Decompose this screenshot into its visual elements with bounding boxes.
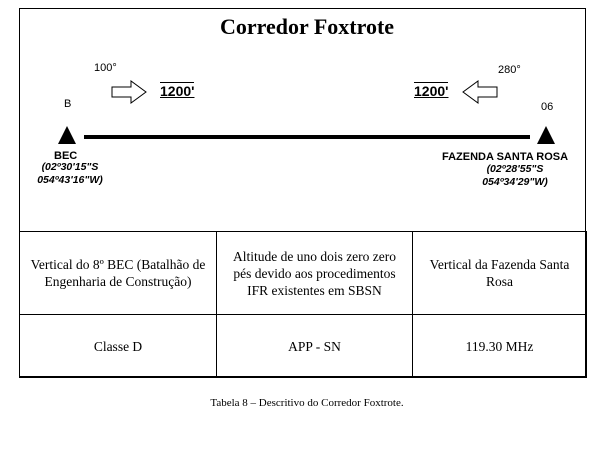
left-end-lon: 054º43'16"W) <box>37 174 103 186</box>
left-end-marker <box>58 126 76 144</box>
corridor-table <box>19 231 587 378</box>
right-end-marker <box>537 126 555 144</box>
right-end-name: FAZENDA SANTA ROSA <box>442 151 569 163</box>
table-row <box>20 232 587 315</box>
right-runway-label: 06 <box>541 101 554 113</box>
right-distance: 1200' <box>414 83 449 99</box>
left-runway-label: B <box>64 98 72 110</box>
left-end-coords <box>20 161 120 187</box>
table-caption: Tabela 8 – Descritivo do Corredor Foxtrote. <box>210 397 404 409</box>
left-end-lat: (02º30'15"S <box>41 161 99 173</box>
table-cell: 119.30 MHz <box>413 315 587 378</box>
figure-title: Corredor Foxtrote <box>219 14 395 39</box>
table-row <box>20 315 587 378</box>
table-cell: Classe D <box>20 315 217 378</box>
arrow-right-icon <box>112 81 146 103</box>
right-heading: 280° <box>498 64 521 76</box>
table-cell: Vertical do 8º BEC (Batalhão de Engenharia de Construção) <box>20 232 217 315</box>
table-cell: Vertical da Fazenda Santa Rosa <box>413 232 587 315</box>
left-heading: 100° <box>94 62 117 74</box>
right-end-coords <box>460 163 570 189</box>
table-cell: APP - SN <box>217 315 413 378</box>
left-distance: 1200' <box>160 83 195 99</box>
arrow-left-icon <box>463 81 497 103</box>
left-end-name: BEC <box>54 150 78 162</box>
table-cell: Altitude de uno dois zero zero pés devido aos procedimentos IFR existentes em SBSN <box>217 232 413 315</box>
right-end-lon: 054º34'29"W) <box>482 176 548 188</box>
right-end-lat: (02º28'55"S <box>486 163 544 175</box>
